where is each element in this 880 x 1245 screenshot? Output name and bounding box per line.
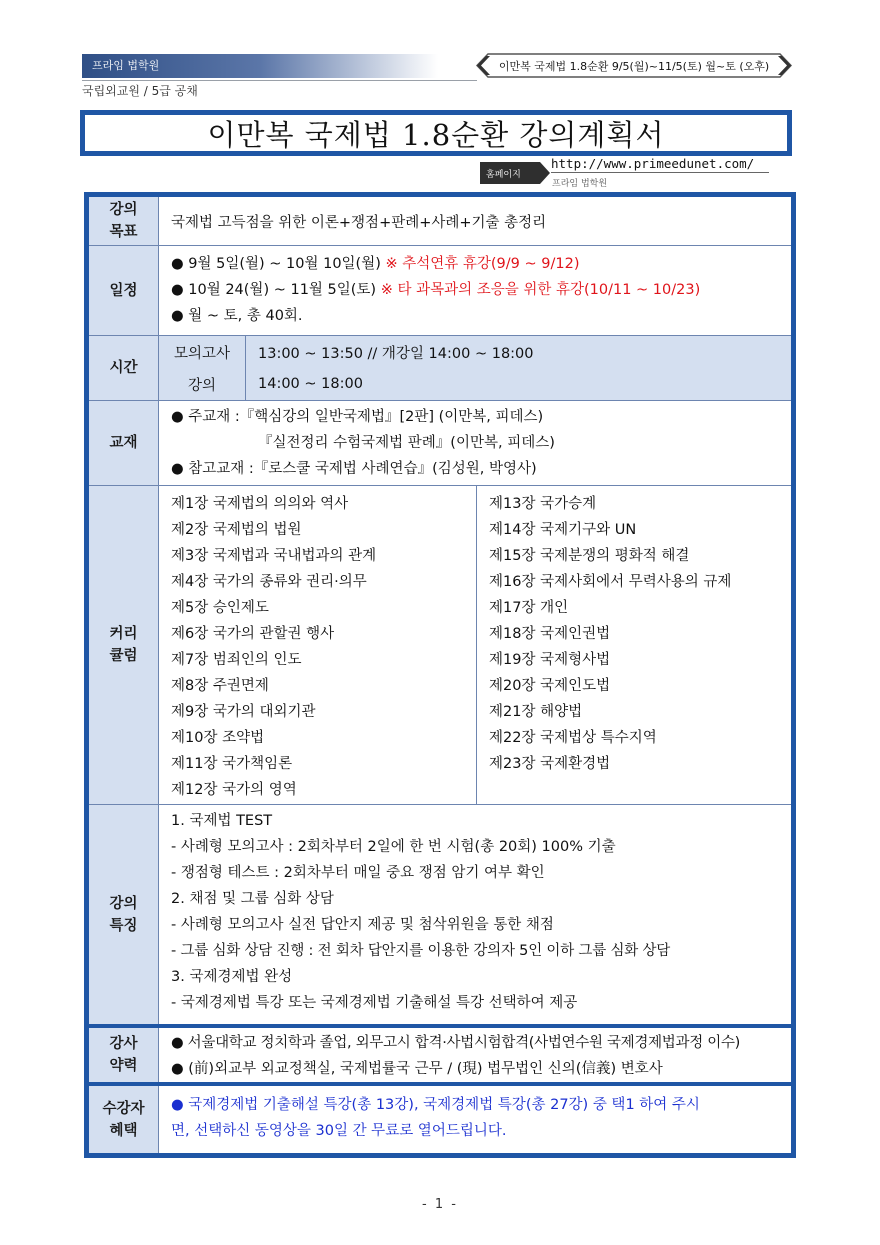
feature-line: - 국제경제법 특강 또는 국제경제법 기출해설 특강 선택하여 제공 [171, 995, 578, 1011]
chapter-item: 제22장 국제법상 특수지역 [489, 730, 657, 746]
chapter-item: 제15장 국제분쟁의 평화적 해결 [489, 548, 690, 564]
chapter-item: 제14장 국제기구와 UN [489, 522, 637, 538]
curriculum-left [171, 491, 471, 803]
career-line: ● (前)외교부 외교정책실, 국제법률국 근무 / (現) 법무법인 신의(信義) 변호사 [171, 1061, 663, 1077]
header-subtitle: 국립외교원 / 5급 공채 [82, 84, 198, 98]
syllabus-table [84, 192, 796, 1158]
schedule-note-2: ※ 타 과목과의 조응을 위한 휴강(10/11 ~ 10/23) [380, 282, 701, 298]
chapter-item: 제11장 국가책임론 [171, 756, 293, 772]
schedule-content [171, 251, 785, 329]
chapter-item: 제7장 범죄인의 인도 [171, 652, 302, 668]
curriculum-divider [476, 486, 477, 804]
curriculum-right [489, 491, 785, 777]
page-title: 이만복 국제법 1.8순환 강의계획서 [80, 110, 792, 156]
brand-name: 프라임 법학원 [92, 59, 160, 72]
homepage-button[interactable]: 홈페이지 [480, 162, 540, 184]
course-tag [476, 53, 792, 78]
benefit-line: 면, 선택하신 동영상을 30일 간 무료로 열어드립니다. [171, 1123, 507, 1139]
textbook-line-1: ● 주교재 :『핵심강의 일반국제법』[2판] (이만복, 피데스) [171, 409, 544, 425]
feature-line: - 그룹 심화 상담 진행 : 전 회차 답안지를 이용한 강의자 5인 이하 그룹 심화 상담 [171, 943, 671, 959]
label-goal: 강의목표 [89, 197, 159, 245]
chapter-item: 제3장 국제법과 국내법과의 관계 [171, 548, 377, 564]
header-rule [82, 80, 477, 81]
row-goal [89, 197, 791, 246]
time-row-lecture-label: 강의 [159, 368, 246, 400]
chapter-item: 제9장 국가의 대외기관 [171, 704, 316, 720]
chapter-item: 제5장 승인제도 [171, 600, 269, 616]
schedule-line-1: ● 9월 5일(월) ~ 10월 10일(월) ※ 추석연휴 휴강(9/9 ~ 9/12) [171, 256, 580, 272]
chapter-item: 제20장 국제인도법 [489, 678, 611, 694]
label-time: 시간 [89, 336, 159, 400]
schedule-line-3: ● 월 ~ 토, 총 40회. [171, 308, 303, 324]
feature-line: - 사례형 모의고사 실전 답안지 제공 및 첨삭위원을 통한 채점 [171, 917, 554, 933]
time-row-lecture-value: 14:00 ~ 18:00 [258, 376, 363, 392]
label-benefit: 수강자혜택 [89, 1086, 159, 1153]
time-row-lecture [159, 368, 791, 400]
row-time [89, 336, 791, 401]
chapter-item: 제10장 조약법 [171, 730, 265, 746]
label-features: 강의특징 [89, 805, 159, 1024]
chapter-item: 제1장 국제법의 의의와 역사 [171, 496, 349, 512]
career-line: ● 서울대학교 정치학과 졸업, 외무고시 합격·사법시험합격(사법연수원 국제경제법과정 이수) [171, 1035, 741, 1051]
benefit-content [171, 1092, 785, 1144]
chapter-item: 제12장 국가의 영역 [171, 782, 297, 798]
textbook-line-2: 『실전정리 수험국제법 판례』(이만복, 피데스) [258, 435, 555, 451]
course-tag-text: 이만복 국제법 1.8순환 9/5(월)~11/5(토) 월~토 (오후) [498, 59, 770, 73]
career-content [171, 1030, 785, 1082]
label-career: 강사약력 [89, 1028, 159, 1082]
feature-line: - 사례형 모의고사 : 2회차부터 2일에 한 번 시험(총 20회) 100% 기출 [171, 839, 616, 855]
feature-line: 3. 국제경제법 완성 [171, 969, 293, 985]
row-textbook [89, 401, 791, 486]
label-curriculum: 커리큘럼 [89, 486, 159, 804]
feature-line: - 쟁점형 테스트 : 2회차부터 매일 중요 쟁점 암기 여부 확인 [171, 865, 545, 881]
chapter-item: 제23장 국제환경법 [489, 756, 611, 772]
chapter-item: 제16장 국제사회에서 무력사용의 규제 [489, 574, 732, 590]
chapter-item: 제19장 국제형사법 [489, 652, 611, 668]
chapter-item: 제4장 국가의 종류와 권리·의무 [171, 574, 367, 590]
row-schedule [89, 246, 791, 336]
label-textbook: 교재 [89, 401, 159, 485]
chapter-item: 제8장 주권면제 [171, 678, 269, 694]
time-row-mock-value: 13:00 ~ 13:50 // 개강일 14:00 ~ 18:00 [258, 345, 534, 362]
row-benefit [89, 1086, 791, 1153]
chapter-item: 제6장 국가의 관할권 행사 [171, 626, 335, 642]
row-features [89, 805, 791, 1028]
schedule-note-1: ※ 추석연휴 휴강(9/9 ~ 9/12) [385, 256, 580, 272]
time-row-mock-label: 모의고사 [159, 336, 246, 368]
textbook-line-3: ● 참고교재 :『로스쿨 국제법 사례연습』(김성원, 박영사) [171, 461, 537, 477]
features-content [171, 808, 785, 1016]
textbook-content [171, 404, 785, 482]
chapter-item: 제18장 국제인권법 [489, 626, 611, 642]
row-career [89, 1028, 791, 1086]
homepage-underline [551, 172, 769, 173]
homepage-url[interactable]: http://www.primeedunet.com/ [551, 156, 755, 171]
time-row-mock [159, 336, 791, 369]
feature-line: 1. 국제법 TEST [171, 813, 273, 829]
chapter-item: 제13장 국가승계 [489, 496, 597, 512]
schedule-line-2: ● 10월 24(월) ~ 11월 5일(토) ※ 타 과목과의 조응을 위한 휴강(10/11 ~ 10/23) [171, 282, 701, 298]
row-curriculum [89, 486, 791, 805]
chapter-item: 제17장 개인 [489, 600, 569, 616]
label-schedule: 일정 [89, 246, 159, 335]
brand-bar [82, 54, 438, 78]
homepage-academy: 프라임 법학원 [552, 179, 608, 189]
feature-line: 2. 채점 및 그룹 심화 상담 [171, 891, 334, 907]
goal-text: 국제법 고득점을 위한 이론+쟁점+판례+사례+기출 총정리 [171, 214, 547, 231]
chapter-item: 제21장 해양법 [489, 704, 583, 720]
benefit-line: ● 국제경제법 기출해설 특강(총 13강), 국제경제법 특강(총 27강) 중 택1 하여 주시 [171, 1097, 700, 1113]
chapter-item: 제2장 국제법의 법원 [171, 522, 302, 538]
page-number: - 1 - [422, 1197, 458, 1212]
